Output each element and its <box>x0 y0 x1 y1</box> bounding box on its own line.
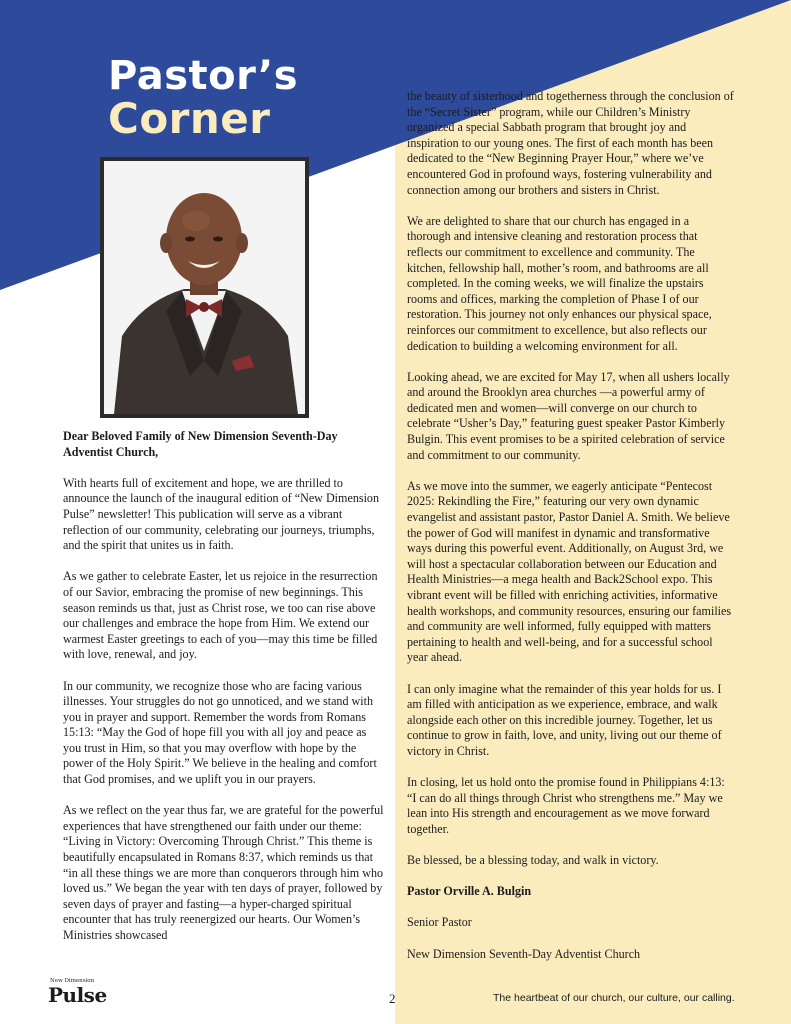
letter-salutation: Dear Beloved Family of New Dimension Seventh-Day Adventist Church, <box>63 429 338 459</box>
letter-right-column <box>407 89 735 978</box>
signature-title: Senior Pastor <box>407 915 472 930</box>
title-line-1: Pastor’s <box>108 53 299 99</box>
pastor-portrait-photo-icon <box>104 161 305 414</box>
signature-church: New Dimension Seventh-Day Adventist Church <box>407 946 641 961</box>
letter-paragraph: As we move into the summer, we eagerly anticipate “Pentecost 2025: Rekindling the Fire,” featuring our very own dynamic evangelist and assistant pastor, Pastor Daniel A. Smith. We believe the power of God will manifest in dynamic and transformative ways during this powerful event. Additionally, on August 3rd, we will host a spectacular collaboration between our Education and Health Ministries—a mega health and Back2School expo. This vibrant event will be filled with enriching activities, informative health workshops, and community resources, ensuring our families and community are well informed, fully equipped with matters pertaining to health and well-being, and for a successful school year ahead. <box>407 478 732 665</box>
letter-paragraph: With hearts full of excitement and hope, we are thrilled to announce the launch of the inaugural edition of “New Dimension Pulse” newsletter! This publication will serve as a vibrant reflection of our community, celebrating our journeys, triumphs, and the spirit that unites us in faith. <box>63 475 380 553</box>
letter-paragraph: the beauty of sisterhood and togetherness through the conclusion of the “Secret Sister” program, while our Children’s Ministry organized a special Sabbath program that brought joy and inspiration to our young ones. The first of each month has been dedicated to the “New Beginning Prayer Hour,” where we’ve encountered God in profound ways, fostering vulnerability and connection among our brothers and sisters in Christ. <box>407 89 734 197</box>
letter-paragraph: We are delighted to share that our church has engaged in a thorough and intensive cleaning and restoration process that reflects our commitment to excellence and community. The kitchen, fellowship hall, mother’s room, and bathrooms are all completed. In the coming weeks, we will finalize the upstairs rooms and offices, marking the completion of Phase I of our restoration. This journey not only enhances our physical space, reinforces our commitment to excellence, but also reflects our dedication to building a welcoming environment for all. <box>407 213 712 353</box>
signature-name: Pastor Orville A. Bulgin <box>407 884 532 899</box>
title-line-2: Corner <box>108 94 271 143</box>
letter-paragraph: Be blessed, be a blessing today, and walk in victory. <box>407 853 659 868</box>
letter-paragraph: In closing, let us hold onto the promise found in Philippians 4:13: “I can do all things through Christ who strengthens me.” May we lean into His strength and encouragement as we move forward together. <box>407 775 725 836</box>
newsletter-logo <box>48 979 107 1005</box>
letter-paragraph: As we reflect on the year thus far, we are grateful for the powerful experiences that have strengthened our faith under our theme: “Living in Victory: Overcoming Through Christ.” This theme is beautifully encapsulated in Romans 8:37, which reminds us that “in all these things we are more than conquerors through him who loved us.” We began the year with ten days of prayer, followed by seven days of prayer and fasting—a hyper-charged spiritual encounter that has truly reenergized our hearts. Our Women’s Ministries showcased <box>63 803 384 942</box>
pastor-photo <box>100 157 309 418</box>
signature-block <box>407 884 735 962</box>
logo-small-text: New Dimension <box>50 978 95 984</box>
letter-paragraph: As we gather to celebrate Easter, let us rejoice in the resurrection of our Savior, embracing the promise of new beginnings. This season reminds us that, just as Christ rose, we too can rise above our challenges and embrace the hope from Him. We extend our warmest Easter greetings to each of you—may this time be filled with love, renewal, and joy. <box>63 569 378 662</box>
page-title <box>108 53 299 143</box>
page-number: 2 <box>389 991 396 1006</box>
letter-left-column <box>63 429 385 959</box>
footer-tagline: The heartbeat of our church, our culture, our calling. <box>493 992 735 1004</box>
logo-big-text: Pulse <box>48 982 107 1007</box>
letter-paragraph: Looking ahead, we are excited for May 17, when all ushers locally and around the Brooklyn area churches —a powerful army of dedicated men and women—will converge on our church to celebrate “Usher’s Day,” featuring guest speaker Pastor Kimberly Bulgin. This event promises to be a spirited celebration of service and commitment to our community. <box>407 369 730 462</box>
letter-paragraph: I can only imagine what the remainder of this year holds for us. I am filled with anticipation as we experience, embrace, and walk alongside each other on this incredible journey. Together, let us continue to grow in faith, love, and unity, living out our theme of victory in Christ. <box>407 681 722 758</box>
letter-paragraph: In our community, we recognize those who are facing various illnesses. Your struggles do not go unnoticed, and we stand with you in prayer and support. Remember the words from Romans 15:13: “May the God of hope fill you with all joy and peace as you trust in Him, so that you may overflow with hope by the power of the Holy Spirit.” We believe in the healing and comfort that God promises, and we uplift you in our prayers. <box>63 678 377 787</box>
